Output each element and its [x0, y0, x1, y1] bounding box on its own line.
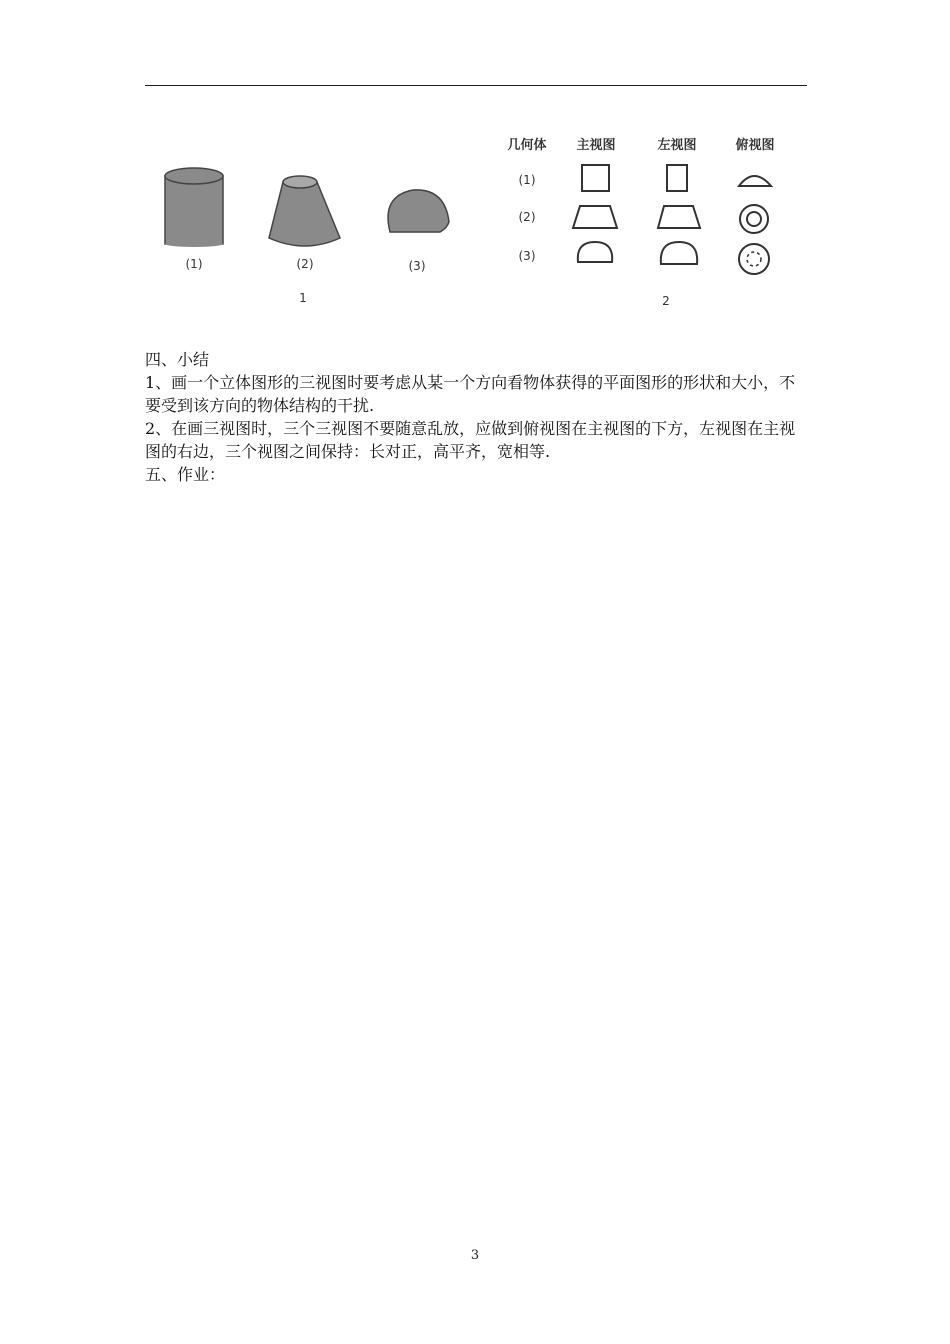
view-top-2-inner [747, 212, 761, 226]
table-row-label-2: (2) [518, 210, 536, 224]
solid-cylinder [165, 168, 223, 247]
section-title-homework: 五、作业： [145, 465, 226, 484]
view-front-1 [582, 165, 609, 191]
solid-label-2: (2) [296, 257, 314, 271]
figure-caption-1: 1 [299, 291, 307, 305]
table-header-side: 左视图 [657, 138, 697, 153]
three-view-diagram [145, 118, 807, 318]
summary-point-2: 2、在画三视图时，三个三视图不要随意乱放，应做到俯视图在主视图的下方，左视图在主视图的右边，三个视图之间保持：长对正，高平齐，宽相等. [145, 419, 796, 461]
view-side-2 [658, 206, 700, 228]
view-top-3-outer [739, 244, 769, 274]
header-rule [145, 85, 807, 86]
solid-hemisphere [388, 190, 449, 232]
three-view-figure [145, 118, 807, 318]
view-front-2 [573, 206, 617, 228]
table-row-label-3: (3) [518, 249, 536, 263]
view-top-3-inner-dashed [747, 252, 761, 266]
page-number: 3 [470, 1248, 480, 1263]
view-top-1 [739, 176, 771, 186]
table-header-front: 主视图 [576, 138, 616, 153]
table-header-top: 俯视图 [735, 138, 775, 153]
summary-section [145, 348, 810, 486]
solid-frustum [269, 176, 340, 246]
view-top-2-outer [740, 205, 768, 233]
figure-caption-2: 2 [662, 294, 670, 308]
table-row-label-1: (1) [518, 173, 536, 187]
section-title-summary: 四、小结 [145, 350, 210, 369]
table-header-solid: 几何体 [507, 138, 547, 153]
solid-label-1: (1) [185, 257, 203, 271]
view-side-1 [667, 165, 687, 191]
solid-label-3: (3) [408, 259, 426, 273]
view-front-3 [578, 242, 612, 262]
view-side-3 [661, 242, 697, 264]
summary-point-1: 1、画一个立体图形的三视图时要考虑从某一个方向看物体获得的平面图形的形状和大小，不要受到该方向的物体结构的干扰. [145, 373, 796, 415]
